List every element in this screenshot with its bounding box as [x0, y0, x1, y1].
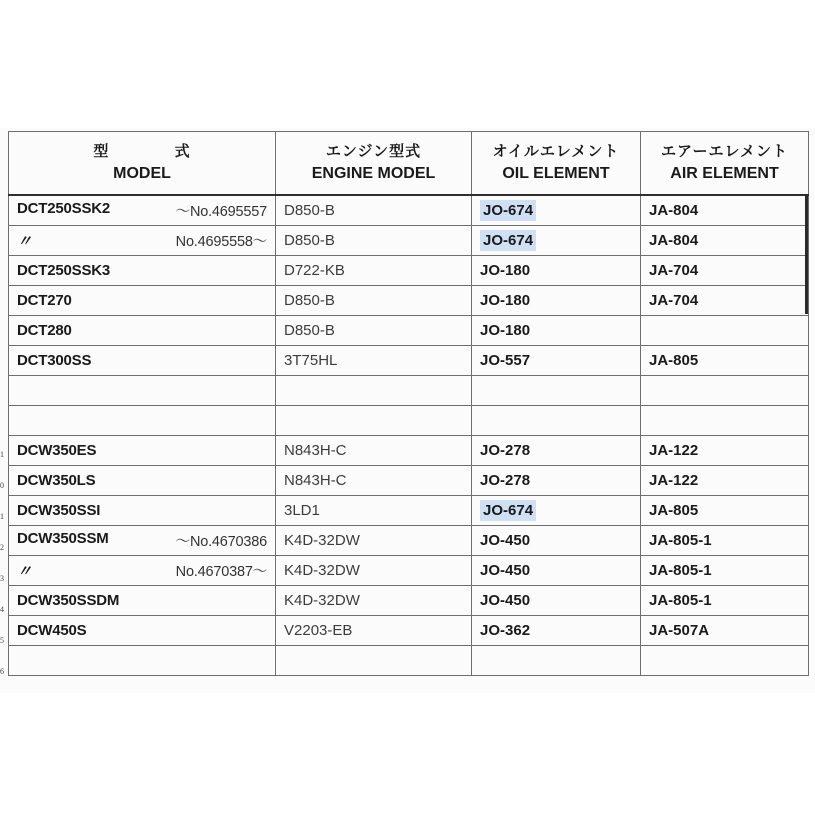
table-row — [9, 256, 809, 286]
air-element-cell — [641, 316, 809, 346]
margin-line-numbers — [0, 440, 8, 690]
oil-element-code: JO-674 — [480, 230, 536, 251]
oil-element-cell — [472, 346, 641, 376]
model-name: DCW350SSM — [17, 530, 109, 547]
model-cell — [9, 466, 276, 496]
air-header-en: AIR ELEMENT — [670, 165, 779, 182]
oil-element-code: JO-450 — [480, 562, 531, 579]
model-cell — [9, 226, 276, 256]
table-row — [9, 286, 809, 316]
serial-range: ～No.4695557 — [175, 204, 267, 220]
oil-element-code: JO-278 — [480, 472, 531, 489]
table-row — [9, 466, 809, 496]
engine-model-cell — [276, 376, 472, 406]
engine-model-cell: K4D-32DW — [276, 556, 472, 586]
air-element-cell: JA-507A — [641, 616, 809, 646]
serial-range: No.4670387～ — [175, 564, 267, 580]
engine-model-cell: D850-B — [276, 316, 472, 346]
element-spec-table — [8, 131, 809, 676]
air-element-cell: JA-704 — [641, 286, 809, 316]
model-cell — [9, 346, 276, 376]
engine-model-cell: 3LD1 — [276, 496, 472, 526]
engine-model-cell: 3T75HL — [276, 346, 472, 376]
table-row — [9, 526, 809, 556]
table-row — [9, 195, 809, 226]
table-row — [9, 616, 809, 646]
oil-element-cell — [472, 376, 641, 406]
serial-range: No.4695558～ — [175, 234, 267, 250]
oil-element-cell — [472, 316, 641, 346]
oil-element-cell — [472, 466, 641, 496]
engine-model-cell: D850-B — [276, 286, 472, 316]
oil-element-code: JO-278 — [480, 442, 531, 459]
oil-element-code: JO-674 — [480, 200, 536, 221]
serial-range: ～No.4670386 — [175, 534, 267, 550]
margin-number: 5 — [0, 636, 4, 645]
oil-element-code: JO-180 — [480, 322, 531, 339]
model-name: 〃 — [17, 233, 32, 250]
model-name: DCW350ES — [17, 442, 97, 459]
model-cell — [9, 195, 276, 226]
oil-element-code: JO-450 — [480, 592, 531, 609]
engine-model-cell: K4D-32DW — [276, 526, 472, 556]
air-element-cell: JA-122 — [641, 466, 809, 496]
model-name: 〃 — [17, 563, 32, 580]
margin-number: 0 — [0, 481, 4, 490]
air-element-cell: JA-122 — [641, 436, 809, 466]
model-cell — [9, 646, 276, 676]
oil-header-en: OIL ELEMENT — [502, 165, 610, 182]
table-row — [9, 226, 809, 256]
model-header-en: MODEL — [113, 165, 171, 182]
air-element-cell: JA-805-1 — [641, 556, 809, 586]
air-element-cell: JA-704 — [641, 256, 809, 286]
oil-element-cell — [472, 226, 641, 256]
engine-model-cell: D850-B — [276, 226, 472, 256]
table-row — [9, 346, 809, 376]
model-cell — [9, 256, 276, 286]
engine-header-en: ENGINE MODEL — [311, 165, 436, 182]
oil-element-cell — [472, 406, 641, 436]
engine-model-cell — [276, 406, 472, 436]
right-margin-rule — [805, 194, 808, 314]
air-element-cell: JA-804 — [641, 195, 809, 226]
oil-element-code: JO-180 — [480, 262, 531, 279]
margin-number: 4 — [0, 605, 4, 614]
model-name: DCT250SSK3 — [17, 262, 111, 279]
air-element-cell — [641, 646, 809, 676]
table-row — [9, 586, 809, 616]
model-header-jp: 型 式 — [93, 143, 191, 160]
oil-element-cell — [472, 616, 641, 646]
model-name: DCT280 — [17, 322, 72, 339]
model-cell — [9, 436, 276, 466]
oil-element-cell — [472, 526, 641, 556]
oil-element-cell — [472, 436, 641, 466]
table-row — [9, 316, 809, 346]
engine-model-cell: K4D-32DW — [276, 586, 472, 616]
table-row — [9, 646, 809, 676]
model-cell — [9, 586, 276, 616]
table-row — [9, 406, 809, 436]
engine-model-cell — [276, 646, 472, 676]
engine-header-jp: エンジン型式 — [325, 143, 422, 160]
model-cell — [9, 286, 276, 316]
margin-number: 1 — [0, 450, 4, 459]
model-cell — [9, 406, 276, 436]
model-column-header — [9, 132, 276, 196]
model-name: DCT300SS — [17, 352, 92, 369]
air-element-cell — [641, 376, 809, 406]
oil-element-code: JO-557 — [480, 352, 531, 369]
oil-element-cell — [472, 646, 641, 676]
oil-element-code: JO-674 — [480, 500, 536, 521]
table-row — [9, 376, 809, 406]
oil-element-code: JO-180 — [480, 292, 531, 309]
air-element-cell: JA-805 — [641, 346, 809, 376]
model-name: DCW350SSDM — [17, 592, 120, 609]
model-cell — [9, 556, 276, 586]
table-row — [9, 556, 809, 586]
air-column-header — [641, 132, 809, 196]
model-name: DCW350SSI — [17, 502, 101, 519]
model-cell — [9, 616, 276, 646]
model-cell — [9, 526, 276, 556]
model-name: DCW350LS — [17, 472, 96, 489]
air-element-cell: JA-805-1 — [641, 526, 809, 556]
air-header-jp: エアーエレメント — [660, 143, 789, 160]
oil-element-cell — [472, 286, 641, 316]
oil-header-jp: オイルエレメント — [492, 143, 620, 160]
air-element-cell — [641, 406, 809, 436]
table-row — [9, 436, 809, 466]
oil-column-header — [472, 132, 641, 196]
model-cell — [9, 376, 276, 406]
table-row — [9, 496, 809, 526]
margin-number: 6 — [0, 667, 4, 676]
engine-model-cell: N843H-C — [276, 466, 472, 496]
oil-element-cell — [472, 586, 641, 616]
engine-model-cell: D850-B — [276, 195, 472, 226]
margin-number: 2 — [0, 543, 4, 552]
oil-element-cell — [472, 556, 641, 586]
engine-model-cell: D722-KB — [276, 256, 472, 286]
model-name: DCT250SSK2 — [17, 200, 111, 217]
oil-element-code: JO-450 — [480, 532, 531, 549]
table-header-row — [9, 132, 809, 196]
oil-element-cell — [472, 496, 641, 526]
model-cell — [9, 496, 276, 526]
margin-number: 3 — [0, 574, 4, 583]
air-element-cell: JA-805-1 — [641, 586, 809, 616]
oil-element-code: JO-362 — [480, 622, 531, 639]
engine-model-cell: V2203-EB — [276, 616, 472, 646]
engine-column-header — [276, 132, 472, 196]
model-name: DCW450S — [17, 622, 87, 639]
oil-element-cell — [472, 256, 641, 286]
model-cell — [9, 316, 276, 346]
air-element-cell: JA-804 — [641, 226, 809, 256]
model-name: DCT270 — [17, 292, 72, 309]
oil-element-cell — [472, 195, 641, 226]
engine-model-cell: N843H-C — [276, 436, 472, 466]
margin-number: 1 — [0, 512, 4, 521]
air-element-cell: JA-805 — [641, 496, 809, 526]
